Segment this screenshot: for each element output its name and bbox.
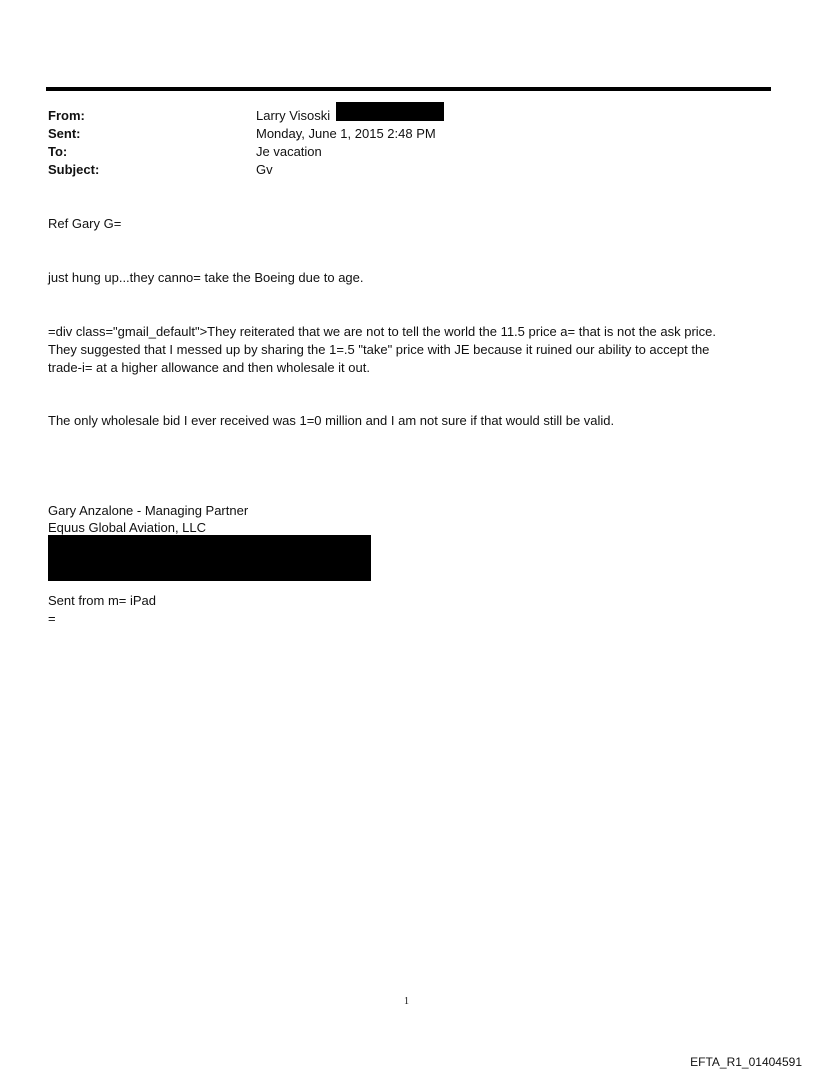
- page-number: 1: [404, 996, 409, 1007]
- subject-value: Gv: [256, 162, 273, 177]
- redaction-signature-contact: [48, 535, 371, 581]
- sent-value: Monday, June 1, 2015 2:48 PM: [256, 126, 436, 141]
- signature-name: Gary Anzalone - Managing Partner: [48, 503, 249, 518]
- reiterated-line-3: trade-i= at a higher allowance and then wholesale it out.: [48, 360, 370, 375]
- reiterated-line-1: =div class="gmail_default">They reiterated that we are not to tell the world the 11.5 price a= that is not the ask price.: [48, 324, 717, 339]
- signature-company: Equus Global Aviation, LLC: [48, 520, 207, 535]
- document-id: EFTA_R1_01404591: [690, 1055, 802, 1069]
- subject-label: Subject:: [48, 162, 100, 177]
- wholesale-line: The only wholesale bid I ever received was 1=0 million and I am not sure if that would still be valid.: [48, 413, 615, 428]
- hung-up-line: just hung up...they canno= take the Boeing due to age.: [48, 270, 364, 285]
- header-rule: [46, 87, 771, 91]
- sent-from-line: Sent from m= iPad: [48, 593, 157, 608]
- redaction-from-email: [336, 102, 444, 121]
- trailing-equals: =: [48, 611, 56, 626]
- to-label: To:: [48, 144, 68, 159]
- from-value: Larry Visoski: [256, 108, 331, 123]
- reiterated-line-2: They suggested that I messed up by sharing the 1=.5 "take" price with JE because it ruined our ability to accept the: [48, 342, 710, 357]
- to-value: Je vacation: [256, 144, 322, 159]
- from-label: From:: [48, 108, 85, 123]
- sent-label: Sent:: [48, 126, 81, 141]
- ref-line: Ref Gary G=: [48, 216, 122, 231]
